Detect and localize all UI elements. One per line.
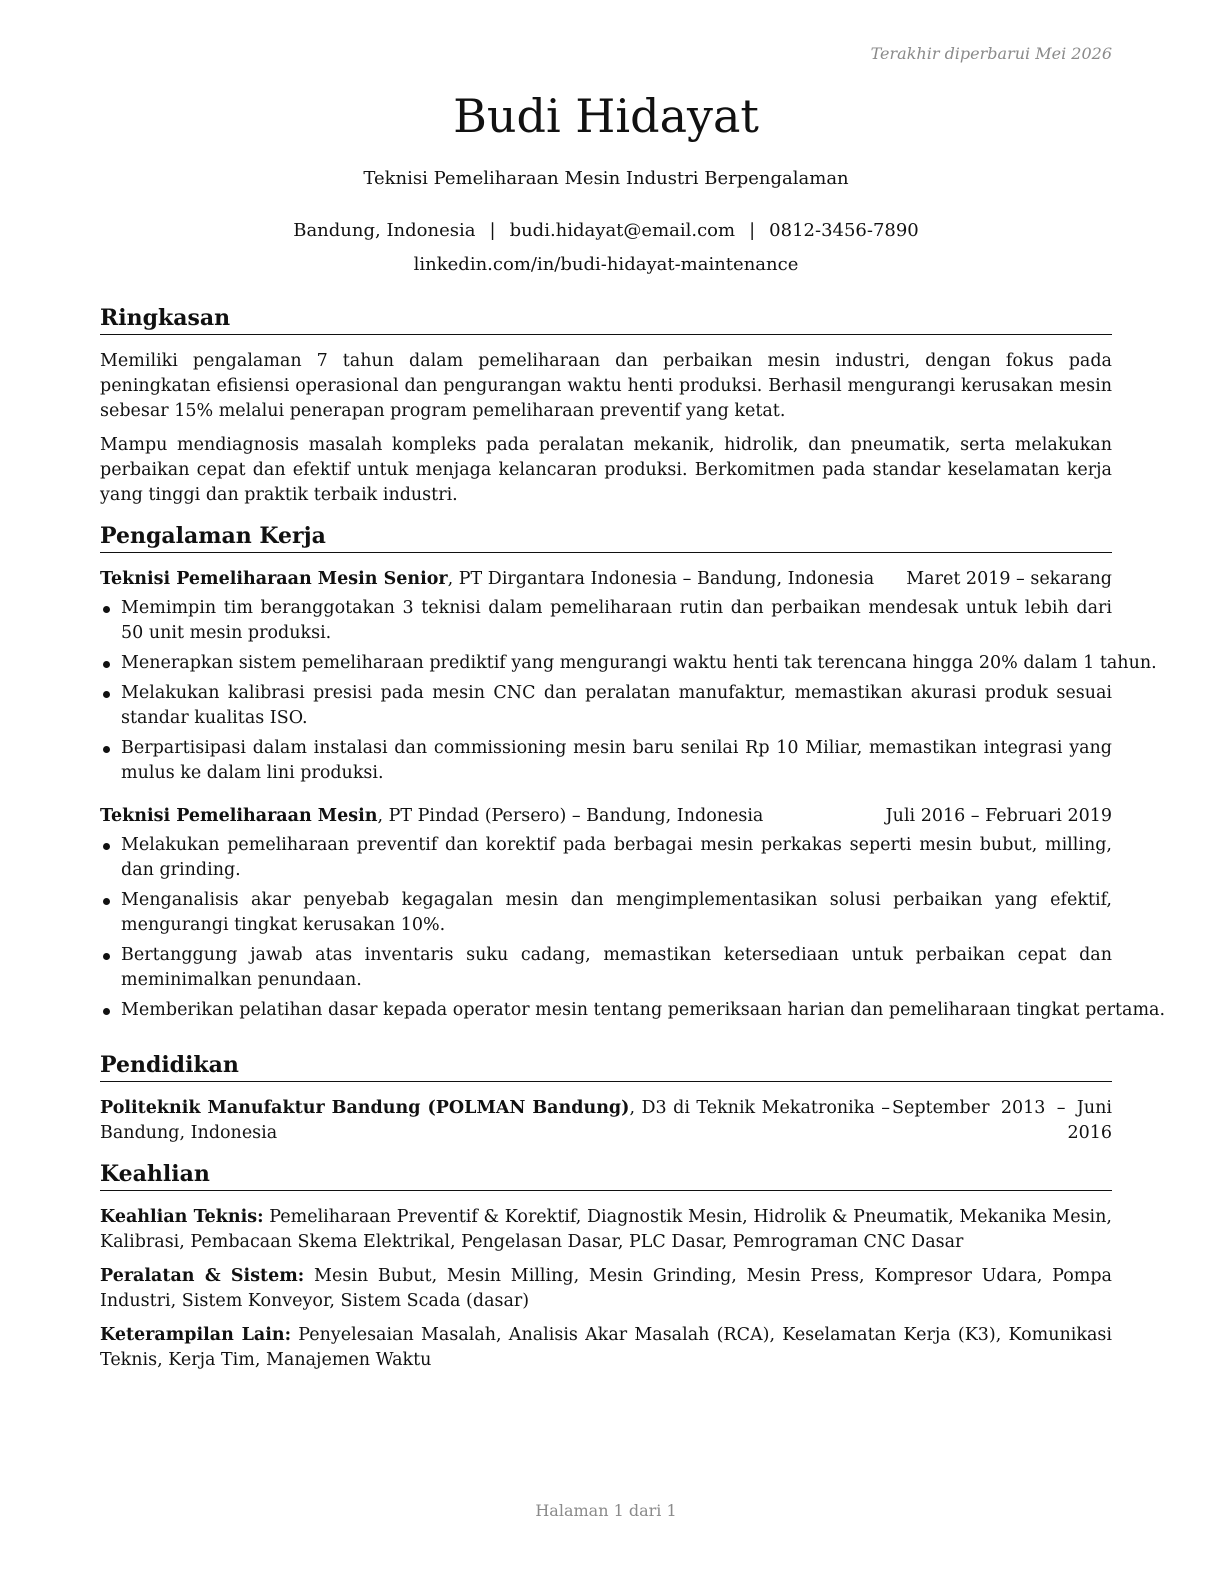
job-bullet — [100, 943, 1112, 993]
skill-group-text: Pemeliharaan Preventif & Korektif, Diagnostik Mesin, Hidrolik & Pneumatik, Mekanika Mesin, Kalibrasi, Pembacaan Skema Elektrikal, Pengelasan Dasar, PLC Dasar, Pemrograman CNC Dasar — [100, 1207, 1112, 1252]
job-bullet-list — [100, 833, 1166, 1023]
bullet-icon — [103, 661, 110, 668]
job-role: Teknisi Pemeliharaan Mesin Senior — [100, 569, 448, 589]
job-bullet-text: Melakukan kalibrasi presisi pada mesin CNC dan peralatan manufaktur, memastikan akurasi produk sesuai standar kualitas ISO. — [121, 683, 1112, 728]
job-bullet-text: Menerapkan sistem pemeliharaan prediktif yang mengurangi waktu henti tak terencana hingga 20% dalam 1 tahun. — [121, 653, 1157, 673]
bullet-icon — [103, 953, 110, 960]
job-bullet-text: Memimpin tim beranggotakan 3 teknisi dalam pemeliharaan rutin dan perbaikan mendesak untuk lebih dari 50 unit mesin produksi. — [121, 598, 1112, 643]
job-bullet — [100, 998, 1166, 1023]
skill-group-label: Keahlian Teknis: — [100, 1207, 264, 1227]
job-entry — [100, 804, 1166, 1023]
skill-group — [100, 1205, 1112, 1255]
skill-group-label: Keterampilan Lain: — [100, 1325, 292, 1345]
candidate-name: Budi Hidayat — [453, 89, 759, 143]
job-bullet-text: Menganalisis akar penyebab kegagalan mesin dan mengimplementasikan solusi perbaikan yang efektif, mengurangi tingkat kerusakan 10%. — [121, 890, 1112, 935]
section-title-education: Pendidikan — [100, 1051, 1112, 1082]
education-entry — [100, 1096, 1112, 1146]
experience-section — [100, 522, 1166, 1028]
job-bullet-text: Memberikan pelatihan dasar kepada operator mesin tentang pemeriksaan harian dan pemeliharaan tingkat pertama. — [121, 1000, 1166, 1020]
job-company: , PT Pindad (Persero) – Bandung, Indonesia — [377, 806, 764, 826]
job-header — [100, 804, 1112, 829]
contact-line — [100, 219, 1112, 243]
contact-separator: | — [749, 220, 756, 241]
job-role: Teknisi Pemeliharaan Mesin — [100, 806, 378, 826]
contact-linkedin[interactable]: linkedin.com/in/budi-hidayat-maintenance — [413, 254, 799, 275]
contact-location: Bandung, Indonesia — [293, 220, 476, 241]
job-header — [100, 567, 1112, 592]
job-bullet-text: Bertanggung jawab atas inventaris suku cadang, memastikan ketersediaan untuk perbaikan cepat dan meminimalkan penundaan. — [121, 945, 1112, 990]
last-updated-note: Terakhir diperbarui Mei 2026 — [870, 44, 1112, 63]
skills-section — [100, 1160, 1112, 1373]
job-bullet — [100, 888, 1112, 938]
job-bullet-text: Melakukan pemeliharaan preventif dan korektif pada berbagai mesin perkakas seperti mesin bubut, milling, dan grinding. — [121, 835, 1112, 880]
page-number: Halaman 1 dari 1 — [535, 1501, 677, 1520]
job-dates: Maret 2019 – sekarang — [906, 569, 1112, 589]
bullet-icon — [103, 606, 110, 613]
skill-group-text: Penyelesaian Masalah, Analisis Akar Masalah (RCA), Keselamatan Kerja (K3), Komunikasi Teknis, Kerja Tim, Manajemen Waktu — [100, 1325, 1112, 1370]
bullet-icon — [103, 1008, 110, 1015]
candidate-tagline: Teknisi Pemeliharaan Mesin Industri Berpengalaman — [363, 168, 849, 189]
job-bullet — [100, 681, 1112, 731]
education-school: Politeknik Manufaktur Bandung (POLMAN Bandung) — [100, 1098, 630, 1118]
bullet-icon — [103, 691, 110, 698]
contact-separator: | — [489, 220, 496, 241]
job-entry — [100, 567, 1157, 786]
contact-phone: 0812-3456-7890 — [769, 220, 919, 241]
job-bullet — [100, 833, 1112, 883]
resume-page — [100, 0, 1166, 1584]
job-bullet-text: Berpartisipasi dalam instalasi dan commissioning mesin baru senilai Rp 10 Miliar, memastikan integrasi yang mulus ke dalam lini produksi. — [121, 738, 1112, 783]
job-bullet — [100, 596, 1112, 646]
job-bullet — [100, 651, 1157, 676]
summary-paragraph: Memiliki pengalaman 7 tahun dalam pemeliharaan dan perbaikan mesin industri, dengan fokus pada peningkatan efisiensi operasional dan pengurangan waktu henti produksi. Berhasil mengurangi kerusakan mesin sebesar 15% melalui penerapan program pemeliharaan preventif yang ketat. — [100, 351, 1112, 421]
skill-group — [100, 1264, 1112, 1314]
section-title-summary: Ringkasan — [100, 304, 1112, 335]
section-title-skills: Keahlian — [100, 1160, 1112, 1191]
job-dates: Juli 2016 – Februari 2019 — [885, 806, 1112, 826]
summary-section — [100, 304, 1112, 508]
bullet-icon — [103, 843, 110, 850]
job-bullet-list — [100, 596, 1157, 786]
skill-group — [100, 1323, 1112, 1373]
skill-group-text: Mesin Bubut, Mesin Milling, Mesin Grinding, Mesin Press, Kompresor Udara, Pompa Industri, Sistem Konveyor, Sistem Scada (dasar) — [100, 1266, 1112, 1311]
bullet-icon — [103, 746, 110, 753]
bullet-icon — [103, 898, 110, 905]
section-title-experience: Pengalaman Kerja — [100, 522, 1112, 553]
summary-paragraph: Mampu mendiagnosis masalah kompleks pada peralatan mekanik, hidrolik, dan pneumatik, serta melakukan perbaikan cepat dan efektif untuk menjaga kelancaran produksi. Berkomitmen pada standar keselamatan kerja yang tinggi dan praktik terbaik industri. — [100, 435, 1112, 505]
education-dates: September 2013 – Juni 2016 — [892, 1098, 1112, 1143]
contact-email[interactable]: budi.hidayat@email.com — [509, 220, 736, 241]
job-company: , PT Dirgantara Indonesia – Bandung, Indonesia — [447, 569, 875, 589]
education-detail: , D3 di Teknik Mekatronika – Bandung, Indonesia — [100, 1098, 890, 1143]
skill-group-label: Peralatan & Sistem: — [100, 1266, 305, 1286]
job-bullet — [100, 736, 1112, 786]
education-section — [100, 1051, 1112, 1146]
